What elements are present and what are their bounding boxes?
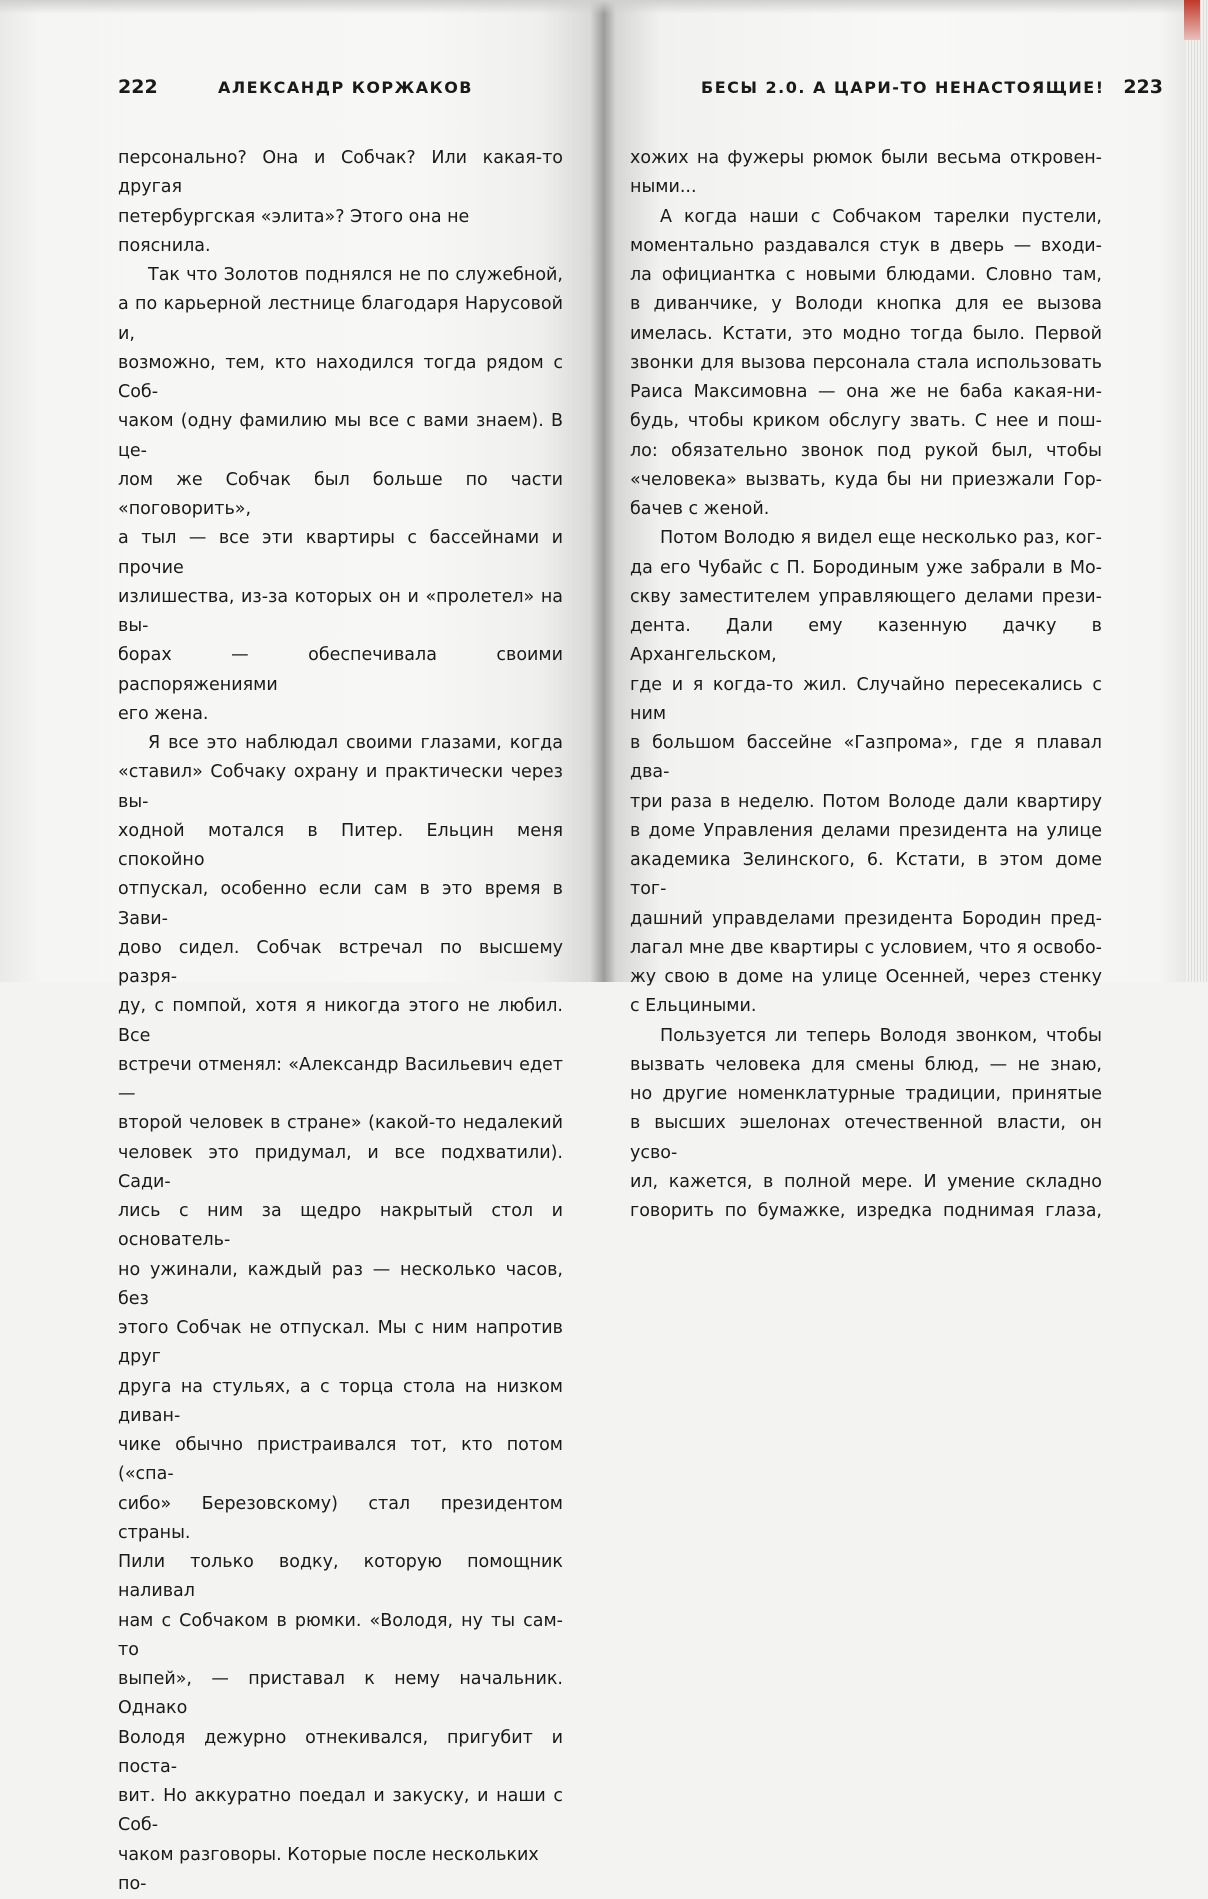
text-line: возможно, тем, кто находился тогда рядом с Соб- xyxy=(118,349,563,408)
text-line: персонально? Она и Собчак? Или какая-то другая xyxy=(118,144,563,203)
text-line: ходной мотался в Питер. Ельцин меня спокойно xyxy=(118,817,563,876)
text-line: три раза в неделю. Потом Володе дали квартиру xyxy=(630,788,1102,817)
text-line: академика Зелинского, 6. Кстати, в этом доме тог- xyxy=(630,846,1102,905)
text-line: ду, с помпой, хотя я никогда этого не любил. Все xyxy=(118,992,563,1051)
right-running-head: БЕСЫ 2.0. А ЦАРИ-ТО НЕНАСТОЯЩИЕ! xyxy=(701,78,1105,97)
text-line: чаком разговоры. Которые после нескольких по- xyxy=(118,1841,563,1899)
text-line: а по карьерной лестнице благодаря Нарусовой и, xyxy=(118,290,563,349)
text-line: человек это придумал, и все подхватили). Сади- xyxy=(118,1139,563,1198)
text-line: чике обычно пристраивался тот, кто потом («спа- xyxy=(118,1431,563,1490)
text-line: в высших эшелонах отечественной власти, он усво- xyxy=(630,1109,1102,1168)
text-line: бачев с женой. xyxy=(630,495,1102,524)
text-line: вит. Но аккуратно поедал и закуску, и наши с Соб- xyxy=(118,1782,563,1841)
text-line: дово сидел. Собчак встречал по высшему разря- xyxy=(118,934,563,993)
text-line: его жена. xyxy=(118,700,563,729)
text-line: второй человек в стране» (какой-то недалекий xyxy=(118,1109,563,1138)
text-line: чаком (одну фамилию мы все с вами знаем). В це- xyxy=(118,407,563,466)
text-line: Пользуется ли теперь Володя звонком, чтобы xyxy=(630,1022,1102,1051)
text-line: Потом Володю я видел еще несколько раз, ког- xyxy=(630,524,1102,553)
text-line: ло: обязательно звонок под рукой был, чтобы xyxy=(630,437,1102,466)
text-line: говорить по бумажке, изредка поднимая глаза, xyxy=(630,1197,1102,1226)
text-line: в доме Управления делами президента на улице xyxy=(630,817,1102,846)
text-line: лом же Собчак был больше по части «поговорить», xyxy=(118,466,563,525)
text-line: где и я когда-то жил. Случайно пересекались с ним xyxy=(630,671,1102,730)
text-line: скву заместителем управляющего делами прези- xyxy=(630,583,1102,612)
text-line: а тыл — все эти квартиры с бассейнами и прочие xyxy=(118,524,563,583)
left-page-text xyxy=(118,144,563,1899)
text-line: Раиса Максимовна — она же не баба какая-ни- xyxy=(630,378,1102,407)
left-page xyxy=(0,0,600,982)
text-line: ил, кажется, в полной мере. И умение складно xyxy=(630,1168,1102,1197)
right-page-header xyxy=(701,78,1163,104)
text-line: с Ельциными. xyxy=(630,992,1102,1021)
text-line: хожих на фужеры рюмок были весьма откровен- xyxy=(630,144,1102,173)
text-line: моментально раздавался стук в дверь — входи- xyxy=(630,232,1102,261)
left-page-number: 222 xyxy=(118,76,158,98)
text-line: петербургская «элита»? Этого она не пояснила. xyxy=(118,203,563,262)
text-line: ными... xyxy=(630,173,1102,202)
text-line: излишества, из-за которых он и «пролетел» на вы- xyxy=(118,583,563,642)
text-line: дашний управделами президента Бородин пред- xyxy=(630,905,1102,934)
left-page-header xyxy=(118,78,563,104)
text-line: А когда наши с Собчаком тарелки пустели, xyxy=(630,203,1102,232)
text-line: будь, чтобы криком обслугу звать. С нее и пош- xyxy=(630,407,1102,436)
text-line: встречи отменял: «Александр Васильевич едет — xyxy=(118,1051,563,1110)
text-line: сибо» Березовскому) стал президентом страны. xyxy=(118,1490,563,1549)
text-line: «ставил» Собчаку охрану и практически через вы- xyxy=(118,758,563,817)
text-line: «человека» вызвать, куда бы ни приезжали Гор- xyxy=(630,466,1102,495)
text-line: жу свою в доме на улице Осенней, через стенку xyxy=(630,963,1102,992)
text-line: лагал мне две квартиры с условием, что я освобо- xyxy=(630,934,1102,963)
text-line: отпускал, особенно если сам в это время в Зави- xyxy=(118,875,563,934)
text-line: Володя дежурно отнекивался, пригубит и поста- xyxy=(118,1724,563,1783)
text-line: в диванчике, у Володи кнопка для ее вызова xyxy=(630,290,1102,319)
text-line: этого Собчак не отпускал. Мы с ним напротив друг xyxy=(118,1314,563,1373)
text-line: имелась. Кстати, это модно тогда было. Первой xyxy=(630,320,1102,349)
text-line: выпей», — приставал к нему начальник. Однако xyxy=(118,1665,563,1724)
right-page-number: 223 xyxy=(1123,76,1163,98)
text-line: Я все это наблюдал своими глазами, когда xyxy=(118,729,563,758)
text-line: но другие номенклатурные традиции, принятые xyxy=(630,1080,1102,1109)
text-line: звонки для вызова персонала стала использовать xyxy=(630,349,1102,378)
text-line: вызвать человека для смены блюд, — не знаю, xyxy=(630,1051,1102,1080)
right-page xyxy=(606,0,1206,982)
left-running-head: АЛЕКСАНДР КОРЖАКОВ xyxy=(218,78,473,97)
text-line: Пили только водку, которую помощник наливал xyxy=(118,1548,563,1607)
text-line: да его Чубайс с П. Бородиным уже забрали в Мо- xyxy=(630,554,1102,583)
text-line: борах — обеспечивала своими распоряжениями xyxy=(118,641,563,700)
right-page-text xyxy=(630,144,1102,1226)
text-line: в большом бассейне «Газпрома», где я плавал два- xyxy=(630,729,1102,788)
text-line: ла официантка с новыми блюдами. Словно там, xyxy=(630,261,1102,290)
text-line: лись с ним за щедро накрытый стол и основатель- xyxy=(118,1197,563,1256)
text-line: нам с Собчаком в рюмки. «Володя, ну ты сам-то xyxy=(118,1607,563,1666)
text-line: Так что Золотов поднялся не по служебной, xyxy=(118,261,563,290)
text-line: друга на стульях, а с торца стола на низком диван- xyxy=(118,1373,563,1432)
text-line: дента. Дали ему казенную дачку в Архангельском, xyxy=(630,612,1102,671)
text-line: но ужинали, каждый раз — несколько часов, без xyxy=(118,1256,563,1315)
